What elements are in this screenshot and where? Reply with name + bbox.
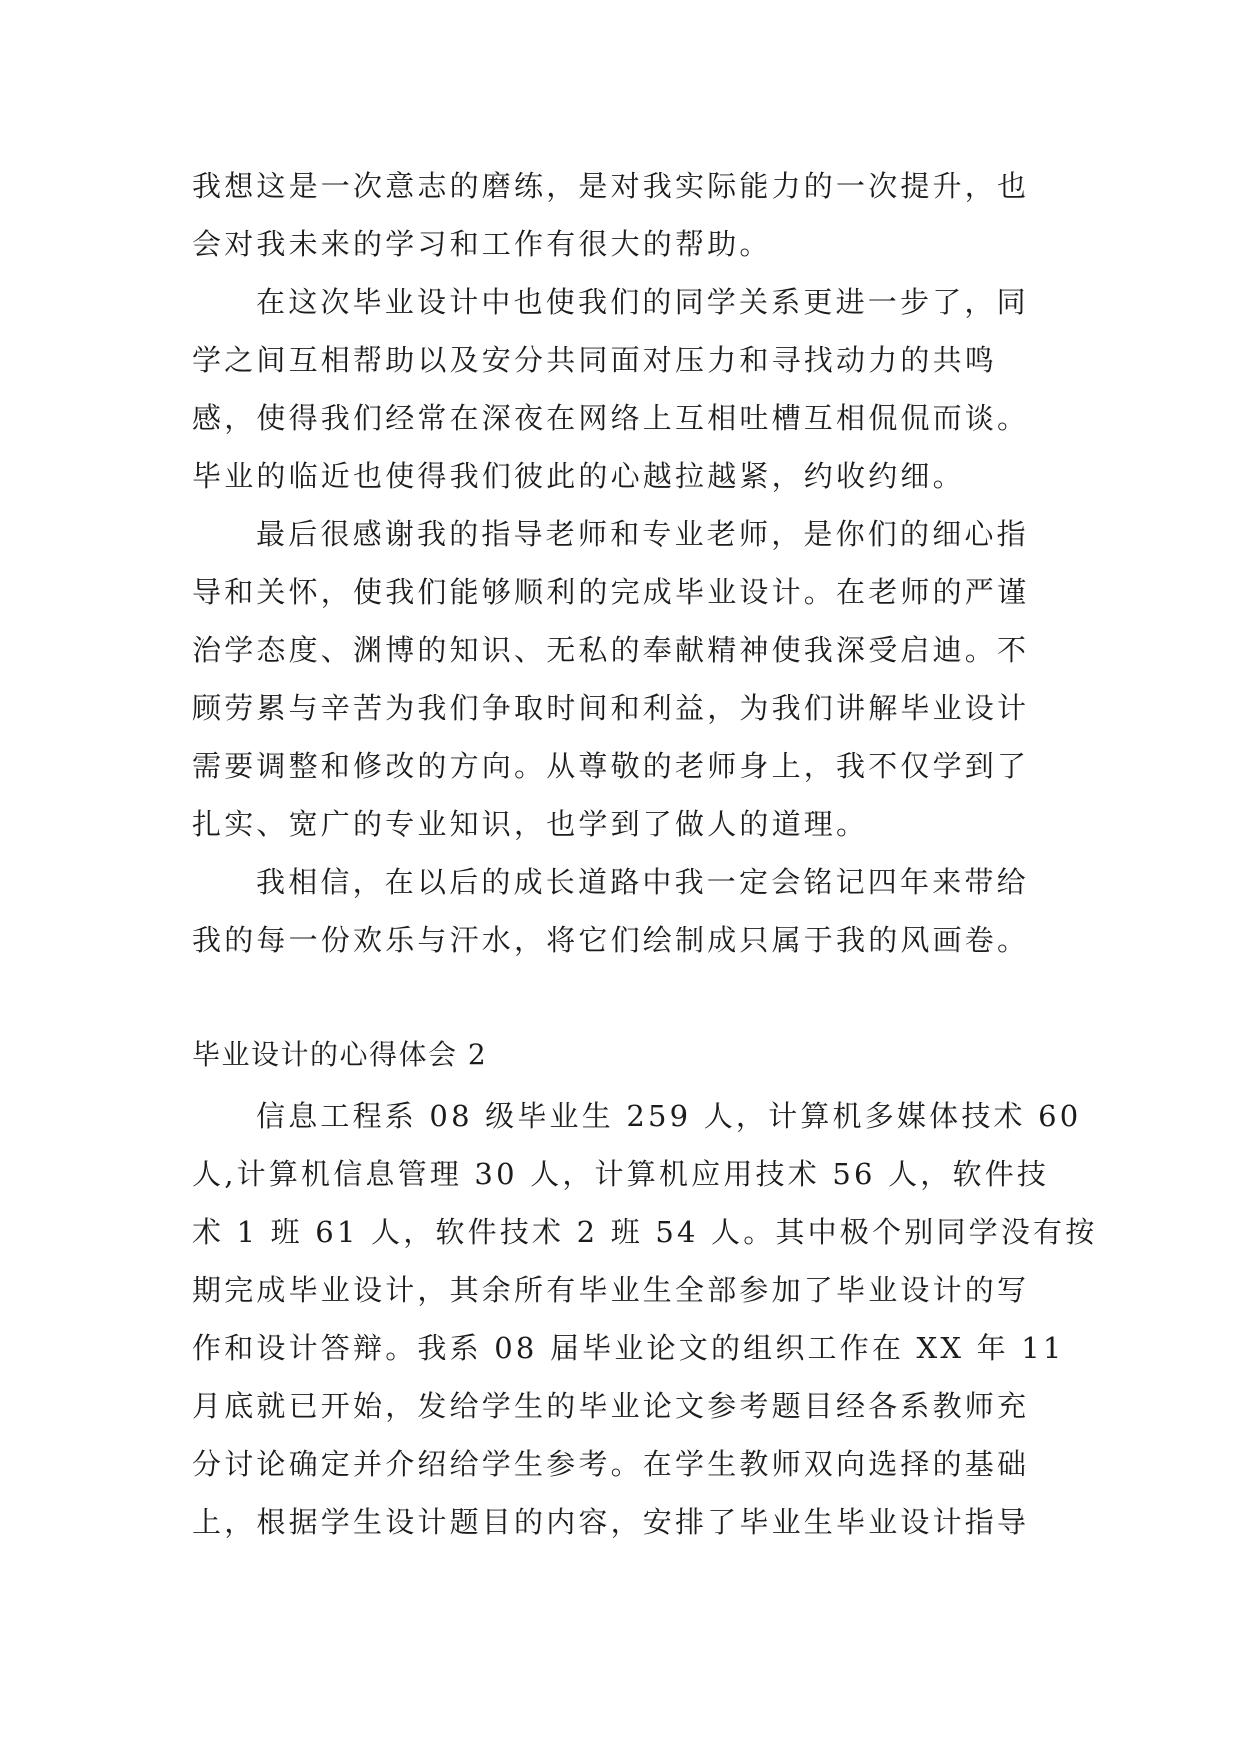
paragraph-line: 感，使得我们经常在深夜在网络上互相吐槽互相侃侃而谈。 [192,401,1030,435]
paragraph-line: 人,计算机信息管理 30 人，计算机应用技术 56 人，软件技 [192,1157,1050,1191]
paragraph-line: 最后很感谢我的指导老师和专业老师，是你们的细心指 [256,517,1029,551]
paragraph-line: 术 1 班 61 人，软件技术 2 班 54 人。其中极个别同学没有按 [192,1215,1098,1249]
paragraph-line: 我想这是一次意志的磨练，是对我实际能力的一次提升，也 [192,169,1030,203]
paragraph-line: 作和设计答辩。我系 08 届毕业论文的组织工作在 XX 年 11 [192,1331,1065,1365]
paragraph-line: 我相信，在以后的成长道路中我一定会铭记四年来带给 [256,865,1029,899]
paragraph-line: 学之间互相帮助以及安分共同面对压力和寻找动力的共鸣 [192,343,998,377]
section-paragraph [192,1087,1097,1551]
section-heading-text: 毕业设计的心得体会 2 [192,1038,488,1071]
paragraph-line: 上，根据学生设计题目的内容，安排了毕业生毕业设计指导 [192,1505,1030,1539]
paragraph-1 [192,157,1029,273]
paragraph-line: 信息工程系 08 级毕业生 259 人，计算机多媒体技术 60 [256,1099,1082,1133]
paragraph-4 [192,853,1029,969]
section-heading [192,1026,487,1084]
paragraph-2 [192,273,1029,505]
paragraph-line: 期完成毕业设计，其余所有毕业生全部参加了毕业设计的写 [192,1273,1030,1307]
paragraph-line: 分讨论确定并介绍给学生参考。在学生教师双向选择的基础 [192,1447,1030,1481]
paragraph-line: 我的每一份欢乐与汗水，将它们绘制成只属于我的风画卷。 [192,923,1030,957]
paragraph-3 [192,505,1029,853]
paragraph-line: 导和关怀，使我们能够顺利的完成毕业设计。在老师的严谨 [192,575,1030,609]
paragraph-line: 顾劳累与辛苦为我们争取时间和利益，为我们讲解毕业设计 [192,691,1030,725]
paragraph-line: 在这次毕业设计中也使我们的同学关系更进一步了，同 [256,285,1029,319]
paragraph-line: 会对我未来的学习和工作有很大的帮助。 [192,227,772,261]
paragraph-line: 需要调整和修改的方向。从尊敬的老师身上，我不仅学到了 [192,749,1030,783]
paragraph-line: 月底就已开始，发给学生的毕业论文参考题目经各系教师充 [192,1389,1030,1423]
paragraph-line: 扎实、宽广的专业知识，也学到了做人的道理。 [192,807,869,841]
paragraph-line: 治学态度、渊博的知识、无私的奉献精神使我深受启迪。不 [192,633,1030,667]
paragraph-line: 毕业的临近也使得我们彼此的心越拉越紧，约收约细。 [192,459,965,493]
